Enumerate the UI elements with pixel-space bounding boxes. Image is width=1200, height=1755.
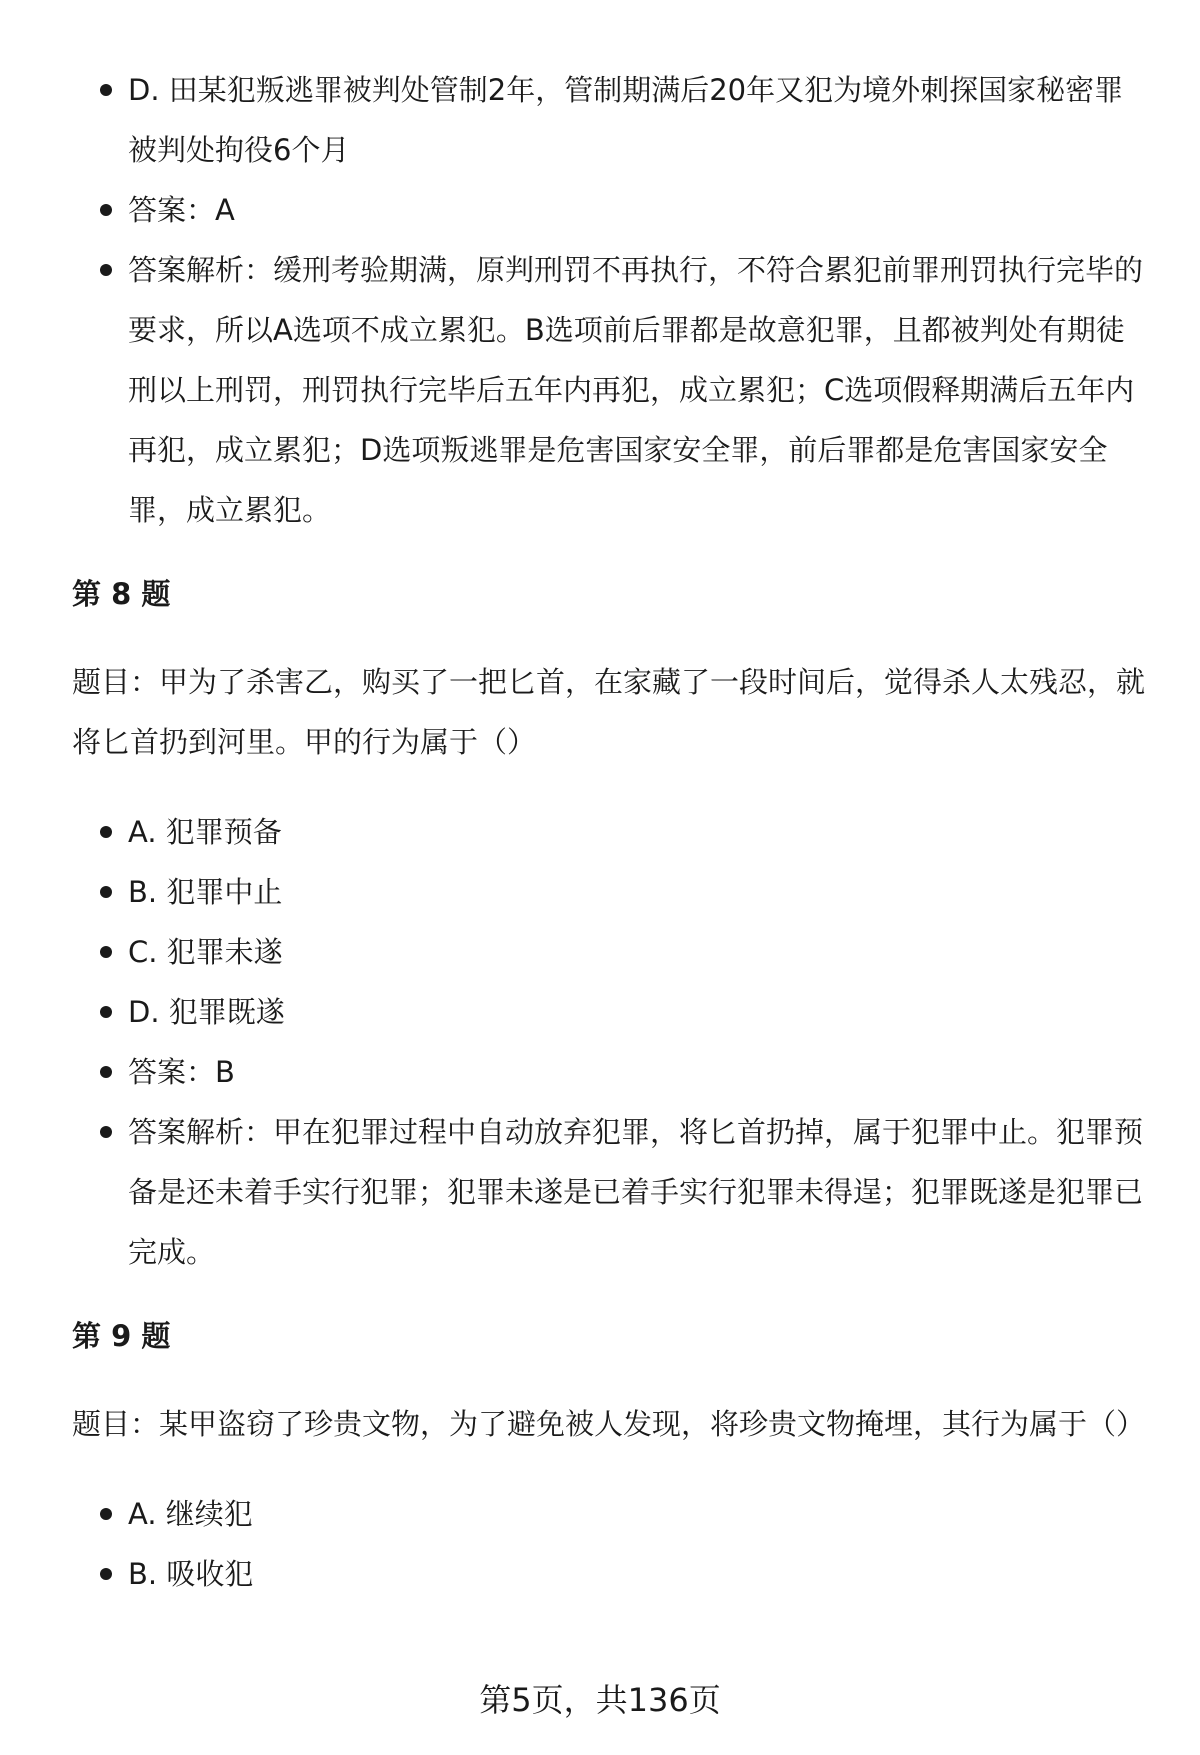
answer: 答案：A [128, 180, 1152, 240]
question-9-list [72, 1484, 1152, 1604]
option-c: C. 犯罪未遂 [128, 922, 1152, 982]
option-d: D. 田某犯叛逃罪被判处管制2年，管制期满后20年又犯为境外刺探国家秘密罪被判处拘役6个月 [128, 60, 1152, 180]
page-content [72, 60, 1152, 1604]
option-b: B. 吸收犯 [128, 1544, 1152, 1604]
option-a: A. 犯罪预备 [128, 802, 1152, 862]
answer-explanation: 答案解析：缓刑考验期满，原判刑罚不再执行，不符合累犯前罪刑罚执行完毕的要求，所以A选项不成立累犯。B选项前后罪都是故意犯罪，且都被判处有期徒刑以上刑罚，刑罚执行完毕后五年内再犯，成立累犯；C选项假释期满后五年内再犯，成立累犯；D选项叛逃罪是危害国家安全罪，前后罪都是危害国家安全罪，成立累犯。 [128, 240, 1152, 540]
question-8-heading: 第 8 题 [72, 577, 171, 611]
question-9-heading: 第 9 题 [72, 1319, 171, 1353]
answer: 答案：B [128, 1042, 1152, 1102]
question-9-prompt: 题目：某甲盗窃了珍贵文物，为了避免被人发现，将珍贵文物掩埋，其行为属于（） [72, 1407, 1146, 1441]
option-d: D. 犯罪既遂 [128, 982, 1152, 1042]
question-8-prompt: 题目：甲为了杀害乙，购买了一把匕首，在家藏了一段时间后，觉得杀人太残忍，就将匕首扔到河里。甲的行为属于（） [72, 665, 1146, 759]
page-number-footer: 第5页，共136页 [479, 1681, 721, 1719]
prev-question-list [72, 60, 1152, 540]
question-8-list [72, 802, 1152, 1282]
option-a: A. 继续犯 [128, 1484, 1152, 1544]
option-b: B. 犯罪中止 [128, 862, 1152, 922]
answer-explanation: 答案解析：甲在犯罪过程中自动放弃犯罪，将匕首扔掉，属于犯罪中止。犯罪预备是还未着手实行犯罪；犯罪未遂是已着手实行犯罪未得逞；犯罪既遂是犯罪已完成。 [128, 1102, 1152, 1282]
